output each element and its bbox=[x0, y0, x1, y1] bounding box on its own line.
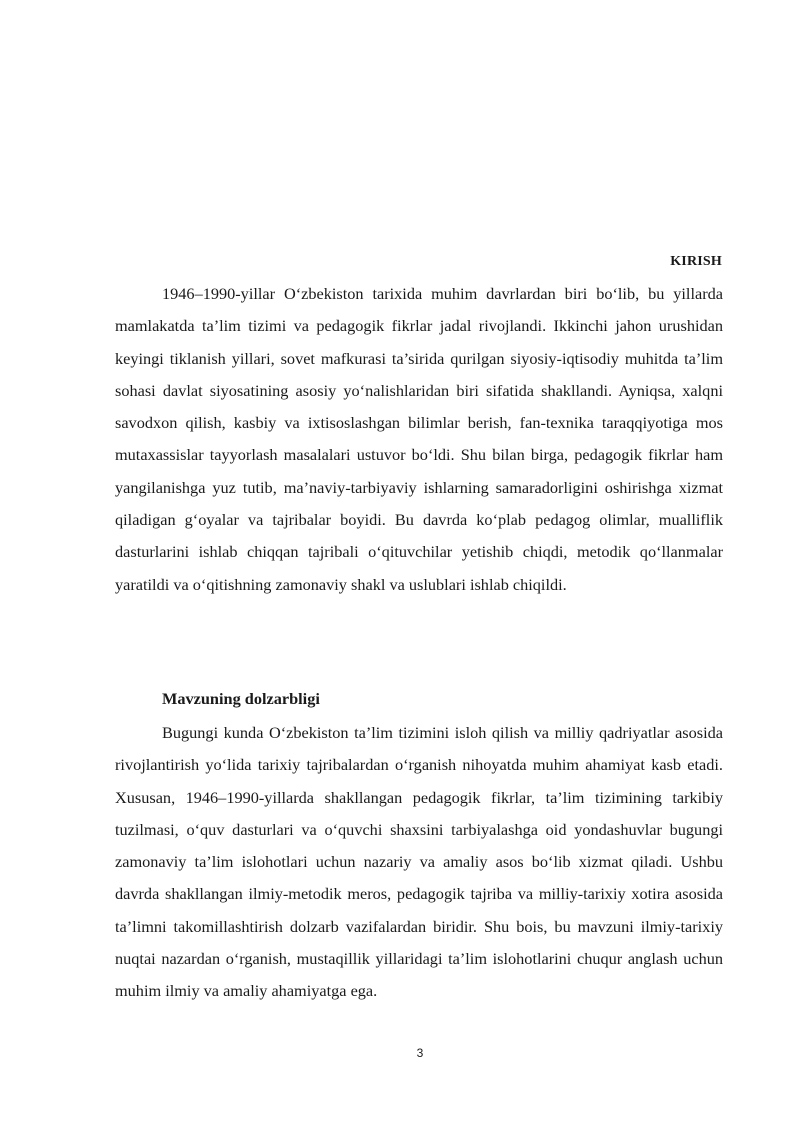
page-number: 3 bbox=[416, 1046, 424, 1060]
relevance-paragraph: Bugungi kunda O‘zbekiston ta’lim tizimini isloh qilish va milliy qadriyatlar asosida rivojlantirish yo‘lida tarixiy tajribalardan o‘rganish nihoyatda muhim ahamiyat kasb etadi. Xususan, 1946–1990-yillarda shakllangan pedagogik fikrlar, ta’lim tizimining tarkibiy tuzilmasi, o‘quv dasturlari va o‘quvchi shaxsini tarbiyalashga oid yondashuvlar bugungi zamonaviy ta’lim islohotlari uchun nazariy va amaliy asos bo‘lib xizmat qiladi. Ushbu davrda shakllangan ilmiy-metodik meros, pedagogik tajriba va milliy-tarixiy xotira asosida ta’limni takomillashtirish dolzarb vazifalardan biridir. Shu bois, bu mavzuni ilmiy-tarixiy nuqtai nazardan o‘rganish, mustaqillik yillaridagi ta’lim islohotlarini chuqur anglash uchun muhim ilmiy va amaliy ahamiyatga ega. bbox=[115, 723, 723, 1001]
section-heading: KIRISH bbox=[670, 254, 722, 269]
subsection-heading: Mavzuning dolzarbligi bbox=[162, 689, 320, 708]
intro-paragraph: 1946–1990-yillar O‘zbekiston tarixida muhim davrlardan biri bo‘lib, bu yillarda mamlakatda ta’lim tizimi va pedagogik fikrlar jadal rivojlandi. Ikkinchi jahon urushidan keyingi tiklanish yillari, sovet mafkurasi ta’sirida qurilgan siyosiy-iqtisodiy muhitda ta’lim sohasi davlat siyosatining asosiy yo‘nalishlaridan biri sifatida shakllandi. Ayniqsa, xalqni savodxon qilish, kasbiy va ixtisoslashgan bilimlar berish, fan-texnika taraqqiyotiga mos mutaxassislar tayyorlash masalalari ustuvor bo‘ldi. Shu bilan birga, pedagogik fikrlar ham yangilanishga yuz tutib, ma’naviy-tarbiyaviy ishlarning samaradorligini oshirishga xizmat qiladigan g‘oyalar va tajribalar boyidi. Bu davrda ko‘plab pedagog olimlar, mualliflik dasturlarini ishlab chiqqan tajribali o‘qituvchilar yetishib chiqdi, metodik qo‘llanmalar yaratildi va o‘qitishning zamonaviy shakl va uslublari ishlab chiqildi. bbox=[115, 284, 723, 594]
